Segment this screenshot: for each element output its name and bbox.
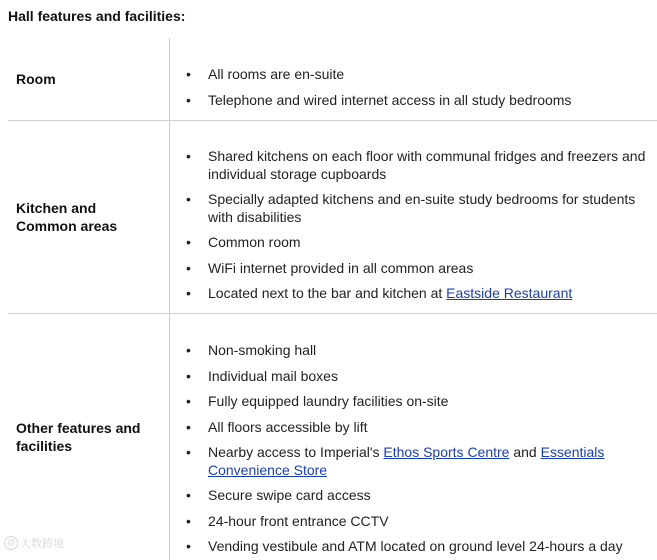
features-table: [8, 38, 657, 560]
row-label-cell: [8, 38, 170, 120]
row-label-cell: [8, 314, 170, 560]
row-content-cell: [170, 314, 657, 560]
list-item: • Telephone and wired internet access in all study bedrooms: [196, 92, 657, 110]
watermark: [4, 535, 64, 551]
row-label-other: [16, 419, 140, 455]
list-item: • Shared kitchens on each floor with communal fridges and freezers and individual storage cupboards: [196, 148, 657, 183]
list-item: • All rooms are en-suite: [196, 66, 657, 84]
feature-list-room: [196, 66, 657, 109]
list-item: • WiFi internet provided in all common areas: [196, 260, 657, 278]
ethos-sports-centre-link[interactable]: Ethos Sports Centre: [383, 444, 510, 460]
list-item: [196, 285, 657, 303]
list-item-text: Nearby access to Imperial's: [208, 444, 384, 460]
feature-list-other: [196, 342, 657, 556]
watermark-text: 大数跨境: [20, 538, 64, 550]
watermark-logo-icon: @: [4, 536, 18, 550]
table-row-room: [8, 38, 657, 121]
row-label-line: facilities: [16, 438, 73, 454]
page-title: Hall features and facilities:: [8, 8, 186, 24]
row-label-line: Kitchen and: [16, 200, 97, 216]
list-item: • Individual mail boxes: [196, 368, 657, 386]
essentials-convenience-store-link[interactable]: Essentials Convenience Store: [208, 444, 605, 478]
list-item: • Non-smoking hall: [196, 342, 657, 360]
table-row-other: [8, 314, 657, 560]
list-item: [196, 444, 657, 479]
list-item: • Specially adapted kitchens and en-suite study bedrooms for students with disabilities: [196, 191, 657, 226]
list-item: • Vending vestibule and ATM located on ground level 24-hours a day: [196, 538, 657, 556]
list-item: • Secure swipe card access: [196, 487, 657, 505]
row-content-cell: [170, 121, 657, 313]
row-label-room: Room: [16, 71, 56, 87]
list-item: • Fully equipped laundry facilities on-site: [196, 393, 657, 411]
table-row-kitchen: [8, 121, 657, 314]
row-label-kitchen: [16, 199, 117, 235]
feature-list-kitchen: [196, 148, 657, 303]
eastside-restaurant-link[interactable]: Eastside Restaurant: [446, 285, 573, 301]
row-label-cell: [8, 121, 170, 313]
row-label-line: Common areas: [16, 218, 118, 234]
list-item-text: Located next to the bar and kitchen at: [208, 285, 447, 301]
list-item: • 24-hour front entrance CCTV: [196, 513, 657, 531]
list-item-text: and: [509, 444, 541, 460]
list-item: • All floors accessible by lift: [196, 419, 657, 437]
row-content-cell: [170, 38, 657, 120]
list-item: • Common room: [196, 234, 657, 252]
row-label-line: Other features and: [16, 420, 141, 436]
